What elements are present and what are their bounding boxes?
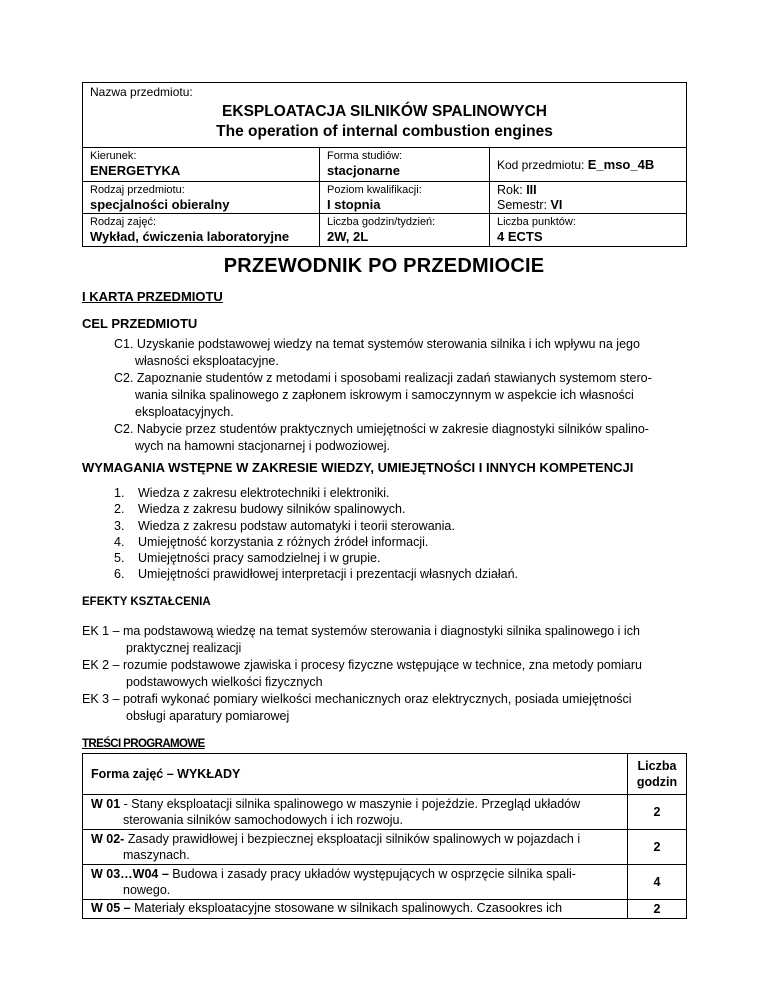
program-table [82,753,687,919]
punkty-cell [490,214,686,246]
rodzaj-cell [83,182,320,213]
cel-line-7: wych na hamowni stacjonarnej i podwoziowej. [135,439,390,453]
godziny-label: Liczba godzin/tydzień: [327,216,436,228]
program-header-row [83,754,686,795]
efekty-line-5: EK 3 – potrafi wykonać pomiary wielkości mechanicznych oraz elektrycznych, posiada umiejętności [82,692,632,706]
kod-cell [490,148,686,181]
cel-heading: CEL PRZEDMIOTU [82,316,198,331]
subject-title-en: The operation of internal combustion engines [216,123,553,140]
zajecia-value: Wykład, ćwiczenia laboratoryjne [90,229,290,244]
table-row: W 05 – Materiały eksploatacyjne stosowane w silnikach spalinowych. Czasookres ich 2 [83,900,686,918]
kod-line [497,157,654,172]
header-row-3 [83,214,686,246]
rodzaj-value: specjalności obieralny [90,197,230,212]
tresci-heading: TREŚCI PROGRAMOWE [82,738,205,750]
cel-line-1: C1. Uzyskanie podstawowej wiedzy na temat systemów sterowania silnika i ich wpływu na jego [114,337,640,351]
efekty-line-6: obsługi aparatury pomiarowej [126,709,290,723]
table-row: W 01 - Stany eksploatacji silnika spalinowego w maszynie i pojeździe. Przegląd układów sterowania silników samochodowych i ich rozwoju. 2 [83,795,686,830]
poziom-value: I stopnia [327,197,381,212]
table-row: W 03…W04 – Budowa i zasady pracy układów występujących w osprzęcie silnika spali- nowego. 4 [83,865,686,900]
zajecia-cell [83,214,320,246]
rodzaj-label: Rodzaj przedmiotu: [90,184,185,196]
rok-line [497,183,537,197]
forma-label: Forma studiów: [327,150,403,162]
rok-label: Rok: [497,183,523,197]
hours-value: 4 [653,875,661,889]
godziny-value: 2W, 2L [327,229,369,244]
cel-line-5: eksploatacyjnych. [135,405,234,419]
list-item: 4. Umiejętność korzystania z różnych źródeł informacji. [114,534,429,549]
list-item: 6. Umiejętności prawidłowej interpretacji i prezentacji własnych działań. [114,567,519,582]
semestr-value: VI [550,198,563,212]
subject-title-pl: EKSPLOATACJA SILNIKÓW SPALINOWYCH [222,103,547,120]
poziom-cell [320,182,490,213]
efekty-line-3: EK 2 – rozumie podstawowe zjawiska i procesy fizyczne wstępujące w technice, zna metody pomiaru [82,658,642,672]
kierunek-cell [83,148,320,181]
semestr-line [497,198,562,212]
efekty-line-1: EK 1 – ma podstawową wiedzę na temat systemów sterowania i diagnostyki silnika spalinowego i ich [82,624,640,638]
list-item: 3. Wiedza z zakresu podstaw automatyki i teorii sterowania. [114,518,455,533]
hours-value: 2 [653,840,661,854]
karta-heading: I KARTA PRZEDMIOTU [82,289,223,304]
punkty-value: 4 ECTS [497,229,543,244]
hours-value: 2 [653,902,661,916]
cel-line-3: C2. Zapoznanie studentów z metodami i sposobami realizacji zadań stawianych systemom stero- [114,371,652,385]
rok-semestr-cell [490,182,686,213]
wymagania-heading: WYMAGANIA WSTĘPNE W ZAKRESIE WIEDZY, UMIEJĘTNOŚCI I INNYCH KOMPETENCJI [82,460,634,475]
kierunek-label: Kierunek: [90,150,137,162]
page-title: PRZEWODNIK PO PRZEDMIOCIE [223,255,545,277]
kod-value: E_mso_4B [587,157,655,172]
kod-label: Kod przedmiotu: [497,158,585,172]
rok-value: III [526,183,537,197]
table-row: W 02- Zasady prawidłowej i bezpiecznej eksploatacji silników spalinowych w pojazdach i maszynach. 2 [83,830,686,865]
punkty-label: Liczba punktów: [497,216,576,228]
zajecia-label: Rodzaj zajęć: [90,216,157,228]
semestr-label: Semestr: [497,198,548,212]
forma-value: stacjonarne [327,163,400,178]
header-row-1 [83,148,686,182]
poziom-label: Poziom kwalifikacji: [327,184,422,196]
subject-label: Nazwa przedmiotu: [90,85,193,99]
cel-line-6: C2. Nabycie przez studentów praktycznych umiejętności w zakresie diagnostyki silników spalino- [114,422,649,436]
wymagania-list [114,485,518,583]
header-row-2 [83,182,686,214]
col-liczba-header: Liczba godzin [636,759,678,789]
godziny-cell [320,214,490,246]
col-forma-header: Forma zajęć – WYKŁADY [83,754,628,794]
efekty-line-2: praktycznej realizacji [126,641,242,655]
list-item: 2. Wiedza z zakresu budowy silników spalinowych. [114,502,406,517]
list-item: 1. Wiedza z zakresu elektrotechniki i elektroniki. [114,486,390,500]
subject-header-box [82,82,687,247]
subject-title-cell [83,83,686,148]
forma-cell [320,148,490,181]
hours-value: 2 [653,805,661,819]
cel-line-4: wania silnika spalinowego z zapłonem iskrowym i samoczynnym w aspekcie ich własności [135,388,634,402]
efekty-line-4: podstawowych wielkości fizycznych [126,675,323,689]
list-item: 5. Umiejętności pracy samodzielnej i w grupie. [114,551,381,566]
cel-line-2: własności eksploatacyjne. [135,354,279,368]
efekty-heading: EFEKTY KSZTAŁCENIA [82,596,211,608]
kierunek-value: ENERGETYKA [90,163,181,178]
